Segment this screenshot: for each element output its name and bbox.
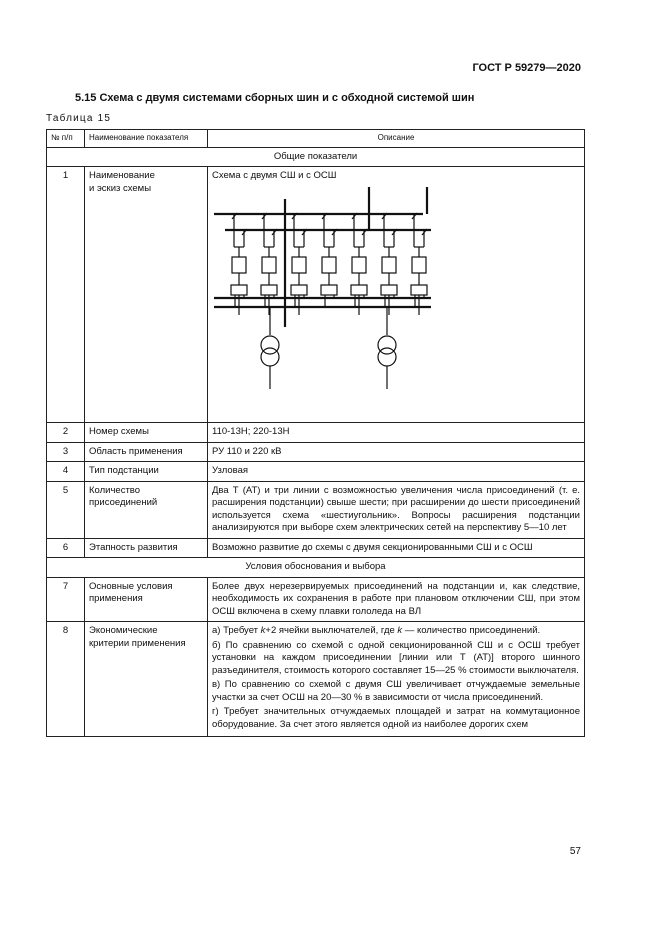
row-desc xyxy=(208,622,585,737)
table-row xyxy=(47,462,585,482)
table-row xyxy=(47,622,585,737)
row-desc: 110-13Н; 220-13Н xyxy=(208,423,585,443)
group-conditions-label: Условия обоснования и выбора xyxy=(47,558,585,578)
disconnector-box xyxy=(291,285,307,295)
row-name: Номер схемы xyxy=(85,423,208,443)
group-general-label: Общие показатели xyxy=(47,147,585,167)
row-num: 4 xyxy=(47,462,85,482)
table-row xyxy=(47,167,585,423)
breaker xyxy=(322,257,336,273)
row-num: 7 xyxy=(47,577,85,622)
breaker xyxy=(292,257,306,273)
row-name: Количество присоединений xyxy=(85,481,208,538)
table-row xyxy=(47,442,585,462)
transformer-winding xyxy=(261,348,279,366)
disconnector-box xyxy=(411,285,427,295)
criterion-c: в) По сравнению со схемой с двумя СШ увеличивает отчуждаемые земельные участки за счет ОСШ на 20—30 % в зависимости от числа присоединений. xyxy=(212,679,580,703)
section-title: 5.15 Схема с двумя системами сборных шин и с обходной системой шин xyxy=(75,92,475,104)
group-row-general xyxy=(47,147,585,167)
criterion-b: б) По сравнению со схемой с одной секционированной СШ и с ОСШ требует установки на каждом присоединении [линии или Т (АТ)] второго шинного разъединителя, стоимость которого составляет 15—25 % стоимости выключателя. xyxy=(212,639,580,676)
row-num: 8 xyxy=(47,622,85,737)
row-desc: Более двух нерезервируемых присоединений на подстанции и, как следствие, необходимость их сохранения в работе при плановом отключении СШ, при этом ОСШ включена в схему плавки гололеда на ВЛ xyxy=(208,577,585,622)
row-desc xyxy=(208,167,585,423)
criterion-a xyxy=(212,625,580,638)
table-caption: Таблица 15 xyxy=(46,113,112,124)
disconnector-box xyxy=(231,285,247,295)
table-header-row xyxy=(47,130,585,148)
scheme-diagram xyxy=(212,183,580,407)
col-header-desc: Описание xyxy=(208,130,585,148)
row-name: Основные условия применения xyxy=(85,577,208,622)
row-desc: РУ 110 и 220 кВ xyxy=(208,442,585,462)
table-row xyxy=(47,577,585,622)
criterion-a-text: а) Требует xyxy=(212,625,261,636)
row-num: 6 xyxy=(47,538,85,558)
row-num: 3 xyxy=(47,442,85,462)
row-num: 1 xyxy=(47,167,85,423)
standard-header: ГОСТ Р 59279—2020 xyxy=(472,62,581,74)
row-name: Экономические критерии применения xyxy=(85,622,208,737)
row-num: 2 xyxy=(47,423,85,443)
breaker xyxy=(262,257,276,273)
table-row xyxy=(47,481,585,538)
breaker xyxy=(382,257,396,273)
criterion-a-text: — количество присоединений. xyxy=(402,625,541,636)
disconnector-box xyxy=(321,285,337,295)
page-number: 57 xyxy=(569,846,581,857)
breaker xyxy=(352,257,366,273)
breaker xyxy=(232,257,246,273)
variable-k: k xyxy=(260,625,266,636)
variable-k: k xyxy=(397,625,403,636)
group-row-conditions xyxy=(47,558,585,578)
table-row xyxy=(47,538,585,558)
row-name: Область применения xyxy=(85,442,208,462)
col-header-name: Наименование показателя xyxy=(85,130,208,148)
row-name: Наименование и эскиз схемы xyxy=(85,167,208,423)
transformer-winding xyxy=(378,348,396,366)
disconnector-box xyxy=(381,285,397,295)
criterion-a-text: +2 ячейки выключателей, где xyxy=(265,625,398,636)
row-name: Этапность развития xyxy=(85,538,208,558)
row-desc: Узловая xyxy=(208,462,585,482)
disconnector-box xyxy=(261,285,277,295)
scheme-name: Схема с двумя СШ и с ОСШ xyxy=(212,170,337,181)
indicator-table xyxy=(46,129,585,737)
disconnector-box xyxy=(351,285,367,295)
busbar-scheme-diagram xyxy=(212,187,432,402)
row-desc: Возможно развитие до схемы с двумя секционированными СШ и с ОСШ xyxy=(208,538,585,558)
row-desc: Два Т (АТ) и три линии с возможностью увеличения числа присоединений (т. е. расширения подстанции) свыше шести; при расширении до шести присоединений используется схема «шестиугольник». Вопросы расширения подстанции анализируются при выборе схем электрических сетей на перспективу 5—10 лет xyxy=(208,481,585,538)
breaker xyxy=(412,257,426,273)
row-name: Тип подстанции xyxy=(85,462,208,482)
col-header-num: № п/п xyxy=(47,130,85,148)
criterion-d: г) Требует значительных отчуждаемых площадей и затрат на коммутационное оборудование. За счет этого является одной из наиболее дорогих схем xyxy=(212,706,580,730)
row-num: 5 xyxy=(47,481,85,538)
table-row xyxy=(47,423,585,443)
